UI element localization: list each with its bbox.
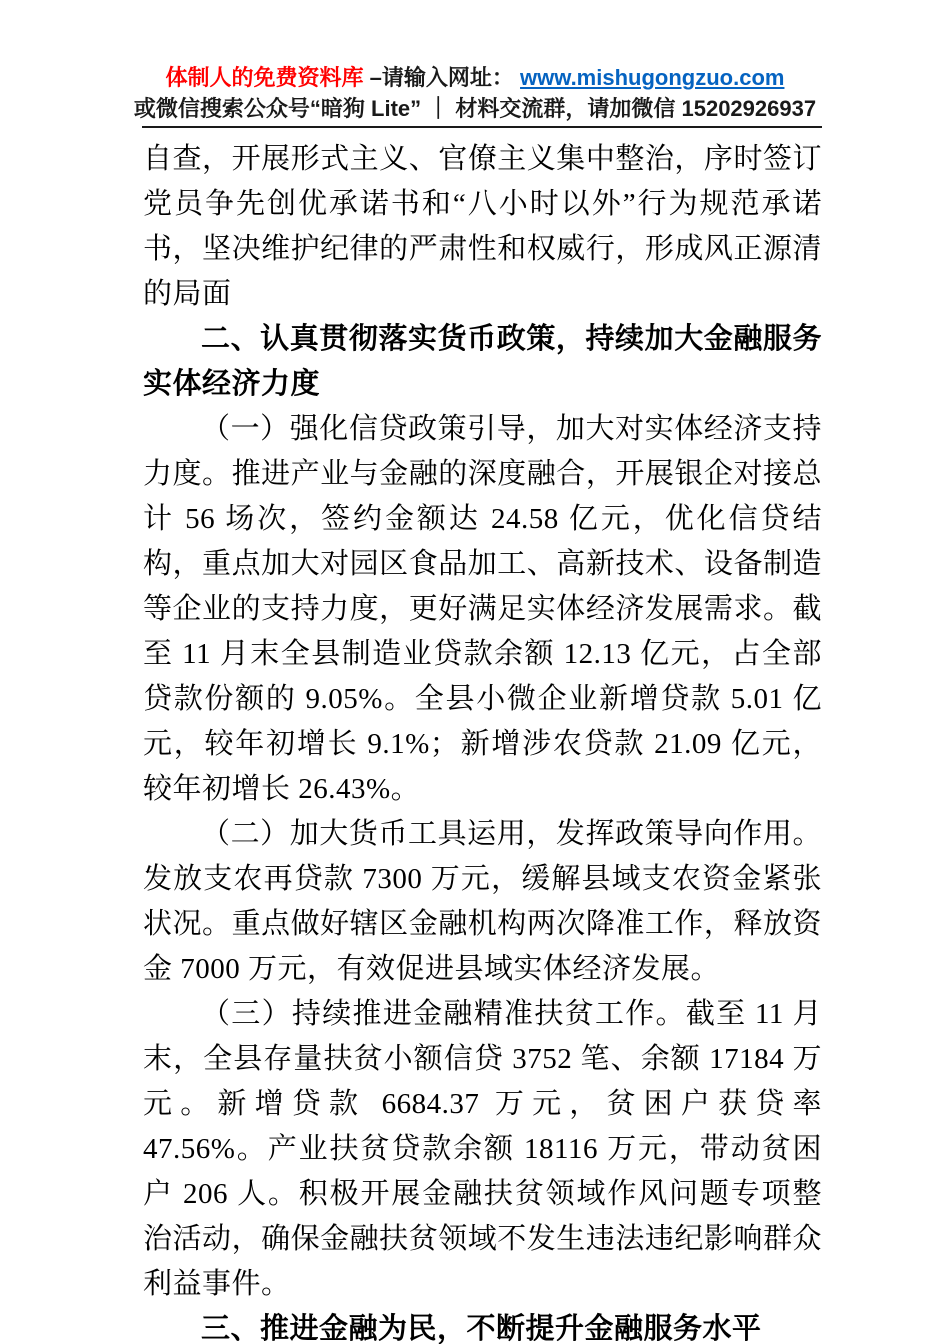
section-heading-finance-for-people: 三、推进金融为民，不断提升金融服务水平 (201, 1313, 762, 1344)
promo-header (0, 0, 950, 124)
section-heading-monetary-policy: 二、认真贯彻落实货币政策，持续加大金融服务实体经济力度 (143, 323, 822, 400)
paragraph-credit-policy: （一）强化信贷政策引导，加大对实体经济支持力度。推进产业与金融的深度融合，开展银企对接总计 56 场次，签约金额达 24.58 亿元，优化信贷结构，重点加大对园区食品加工、高新技术、设备制造等企业的支持力度，更好满足实体经济发展需求。截至 11 月末全县制造业贷款余额 12.13 亿元，占全部贷款份额的 9.05%。全县小微企业新增贷款 5.01 亿元，较年初增长 9.1%；新增涉农贷款 21.09 亿元，较年初增长 26.43%。 (143, 413, 822, 805)
brand-name: 体制人的免费资料库 (165, 65, 364, 90)
paragraph-carryover: 自查，开展形式主义、官僚主义集中整治，序时签订党员争先创优承诺书和“八小时以外”行为规范承诺书，坚决维护纪律的严肃性和权威行，形成风正源清的局面 (143, 143, 822, 310)
document-content (143, 128, 822, 1344)
url-prompt-text: –请输入网址： (363, 65, 514, 90)
promo-header-line1 (0, 62, 950, 94)
wechat-contact-info: 或微信搜索公众号“暗狗 Lite” ｜ 材料交流群，请加微信 15202926937 (133, 96, 817, 121)
paragraph-poverty-alleviation: （三）持续推进金融精准扶贫工作。截至 11 月末，全县存量扶贫小额信贷 3752 笔、余额 17184 万元。新增贷款 6684.37 万元，贫困户获贷率 47.56%。产业扶贫贷款余额 18116 万元，带动贫困户 206 人。积极开展金融扶贫领域作风问题专项整治活动，确保金融扶贫领域不发生违法违纪影响群众利益事件。 (143, 998, 822, 1300)
website-link[interactable]: www.mishugongzuo.com (520, 65, 785, 90)
paragraph-monetary-tools: （二）加大货币工具运用，发挥政策导向作用。发放支农再贷款 7300 万元，缓解县域支农资金紧张状况。重点做好辖区金融机构两次降准工作，释放资金 7000 万元，有效促进县域实体经济发展。 (143, 818, 822, 985)
